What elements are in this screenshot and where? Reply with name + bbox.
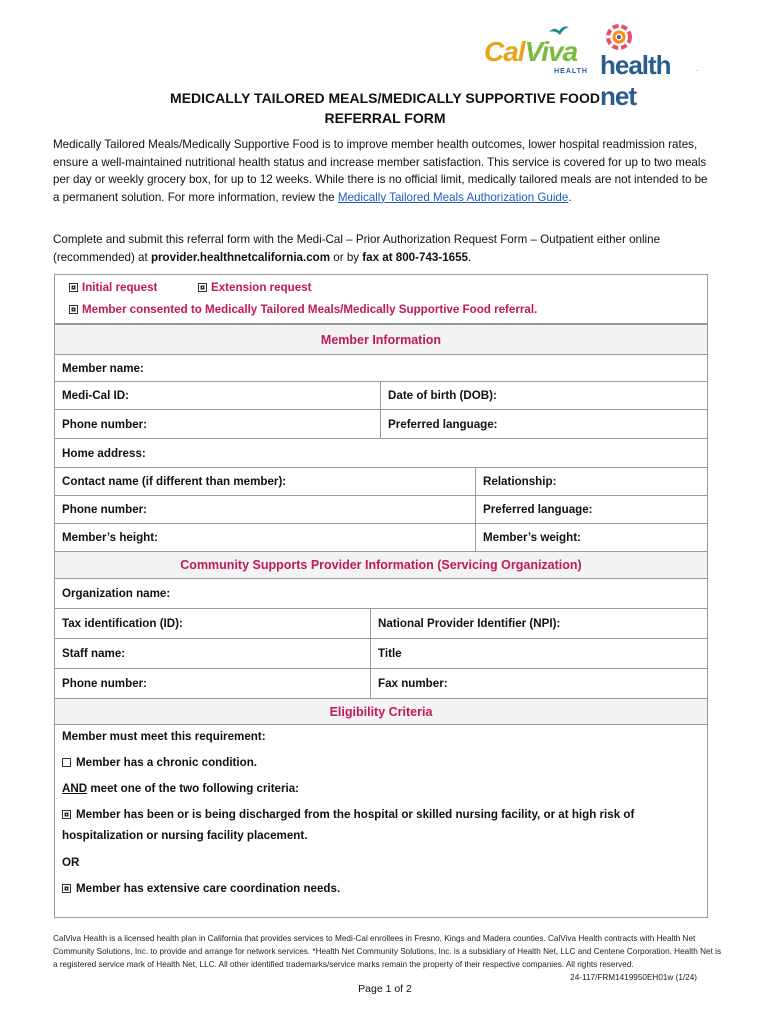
and-text: AND [62, 782, 88, 795]
submit-fax: fax at 800-743-1655 [362, 250, 468, 264]
submit-or: or by [330, 250, 363, 264]
member-height-field[interactable]: Member’s height: [62, 531, 158, 544]
footer-text: CalViva Health is a licensed health plan in California that provides services to Medi-Cal enrollees in Fresno, Kings and Madera counties. CalViva Health contracts with Health Net Community Solutions, Inc. to provide and arrange for network services. *Health Net Community Solutions, Inc. is a subsidiary of Health Net, LLC and Centene Corporation. Health Net is a registered service mark of Health Net, LLC. All other identified trademarks/service marks remain the property of their respective companies. All rights reserved. [53, 934, 722, 969]
title-line2: REFERRAL FORM [324, 110, 446, 126]
request-box [54, 274, 708, 324]
home-address-field[interactable]: Home address: [62, 446, 146, 460]
medi-cal-row [55, 381, 707, 409]
page-number: Page 1 of 2 [358, 983, 412, 995]
tax-npi-row [55, 608, 707, 638]
eligibility-body [55, 724, 707, 918]
intro-text: Medically Tailored Meals/Medically Supportive Food is to improve member health outcomes, lower hospital readmission rates, ensure a well-maintained nutritional health status and increase member satisfaction. This service is covered for up to two meals per day or weekly grocery box, for up to 12 weeks. While there is no official limit, medically tailored meals are not intended to be a permanent solution. For more information, review the [53, 138, 708, 204]
org-name-row [55, 578, 707, 608]
healthnet-logo [600, 22, 700, 111]
calviva-sub: HEALTH [554, 68, 588, 75]
dob-field[interactable]: Date of birth (DOB): [380, 382, 707, 409]
medi-cal-id-field[interactable]: Medi-Cal ID: [62, 389, 129, 402]
organization-name-field[interactable]: Organization name: [62, 587, 171, 600]
calviva-logo [480, 22, 590, 78]
relationship-field[interactable]: Relationship: [475, 468, 707, 495]
healthnet-ring-icon [604, 22, 634, 52]
care-coordination[interactable] [62, 882, 340, 895]
page-title [0, 88, 770, 128]
form-code: 24-117/FRM1419950EH01w (1/24) [570, 973, 697, 982]
extension-request-label: Extension request [211, 281, 312, 294]
height-weight-row [55, 523, 707, 551]
provider-fax-field[interactable]: Fax number: [370, 669, 707, 698]
provider-header: Community Supports Provider Information (Servicing Organization) [55, 552, 707, 578]
contact-phone-row [55, 495, 707, 523]
member-phone-field[interactable]: Phone number: [62, 417, 148, 431]
care-coordination-checkbox[interactable] [62, 884, 71, 893]
initial-request-label: Initial request [82, 281, 158, 294]
submit-url: provider.healthnetcalifornia.com [150, 250, 331, 264]
member-name-row [55, 354, 707, 381]
eligibility-must: Member must meet this requirement: [62, 730, 266, 743]
npi-field[interactable]: National Provider Identifier (NPI): [370, 609, 707, 638]
footer-disclaimer [53, 932, 725, 984]
member-language-field[interactable]: Preferred language: [380, 410, 707, 438]
submit-end: . [468, 250, 472, 264]
discharge-criterion[interactable] [62, 808, 634, 821]
home-address-row [55, 438, 707, 467]
discharge-checkbox[interactable] [62, 810, 71, 819]
initial-request[interactable] [69, 281, 157, 294]
healthnet-wordmark: health net [600, 50, 671, 111]
and-rest-text: meet one of the two following criteria: [87, 782, 300, 795]
member-weight-field[interactable]: Member’s weight: [475, 524, 707, 551]
member-consent-checkbox[interactable] [69, 305, 78, 314]
contact-language-field[interactable]: Preferred language: [475, 496, 707, 523]
chronic-condition-label: Member has a chronic condition. [76, 756, 258, 769]
provider-phone-row [55, 668, 707, 698]
eligibility-header: Eligibility Criteria [55, 699, 707, 724]
authorization-guide-link[interactable]: Medically Tailored Meals Authorization Guide [337, 190, 569, 204]
submit-paragraph [53, 231, 713, 266]
member-info-header: Member Information [55, 325, 707, 354]
healthnet-tm: . [696, 66, 698, 73]
discharge-label: Member has been or is being discharged from the hospital or skilled nursing facility, or at high risk of [76, 808, 635, 821]
intro-paragraph [53, 136, 713, 206]
provider-header-row [55, 551, 707, 578]
logos [480, 22, 700, 111]
calviva-wordmark: CalViva [484, 36, 578, 67]
staff-name-field[interactable]: Staff name: [62, 647, 126, 660]
intro-end: . [568, 190, 572, 204]
provider-phone-field[interactable]: Phone number: [62, 677, 148, 690]
contact-name-field[interactable]: Contact name (if different than member): [62, 475, 287, 488]
initial-request-checkbox[interactable] [69, 283, 78, 292]
chronic-condition-checkbox[interactable] [62, 758, 71, 767]
extension-request[interactable] [198, 281, 312, 294]
referral-table [54, 324, 708, 918]
title-line1: MEDICALLY TAILORED MEALS/MEDICALLY SUPPORTIVE FOOD [170, 90, 600, 106]
contact-row [55, 467, 707, 495]
member-consent[interactable] [69, 303, 537, 316]
member-phone-row [55, 409, 707, 438]
discharge-label-cont: hospitalization or nursing facility placement. [62, 829, 308, 842]
staff-title-field[interactable]: Title [370, 639, 707, 668]
member-name-field[interactable]: Member name: [62, 361, 144, 375]
tax-id-field[interactable]: Tax identification (ID): [62, 617, 183, 630]
staff-row [55, 638, 707, 668]
eligibility-and [62, 782, 299, 795]
member-consent-label: Member consented to Medically Tailored Meals/Medically Supportive Food referral. [82, 303, 538, 316]
chronic-condition[interactable] [62, 756, 257, 769]
extension-request-checkbox[interactable] [198, 283, 207, 292]
eligibility-header-row [55, 698, 707, 724]
contact-phone-field[interactable]: Phone number: [62, 503, 148, 516]
care-coordination-label: Member has extensive care coordination needs. [76, 882, 341, 895]
member-info-header-row [55, 324, 707, 354]
submit-text: Complete and submit this referral form with the Medi-Cal – Prior Authorization Request Form – Outpatient either online (recommended) at [53, 233, 661, 264]
eligibility-or: OR [62, 856, 80, 869]
